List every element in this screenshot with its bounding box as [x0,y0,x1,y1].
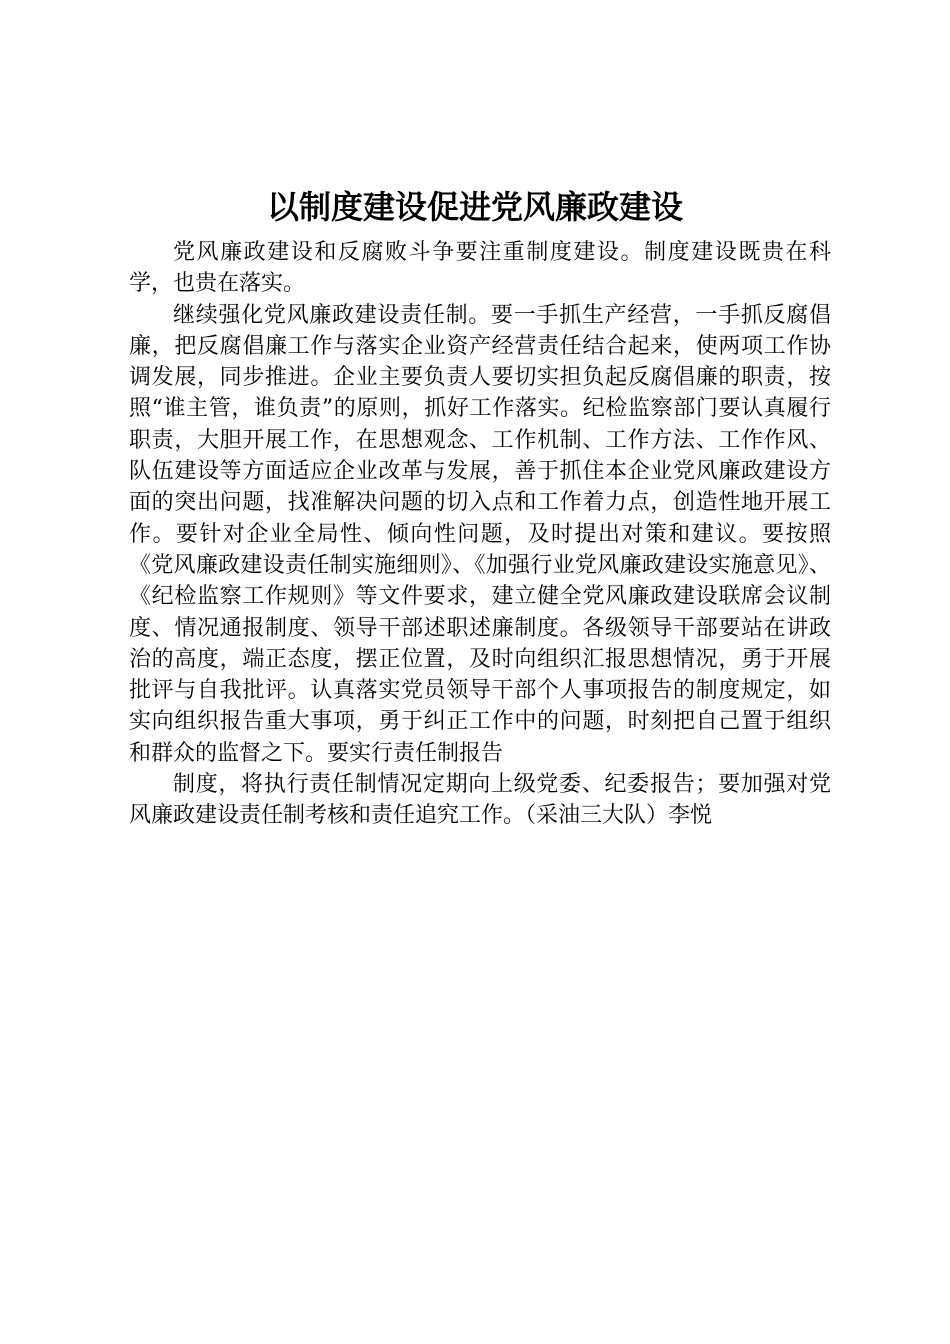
document-title: 以制度建设促进党风廉政建设 [266,188,683,226]
paragraph-closing: 制度，将执行责任制情况定期向上级党委、纪委报告；要加强对党风廉政建设责任制考核和责任追究工作。（采油三大队）李悦 [129,772,831,829]
paragraph-intro: 党风廉政建设和反腐败斗争要注重制度建设。制度建设既贵在科学，也贵在落实。 [129,240,831,297]
document-body [129,237,831,832]
paragraph-responsibility-system: 继续强化党风廉政建设责任制。要一手抓生产经营，一手抓反腐倡廉，把反腐倡廉工作与落实企业资产经营责任结合起来，使两项工作协调发展，同步推进。企业主要负责人要切实担负起反腐倡廉的职责，按照“谁主管，谁负责”的原则，抓好工作落实。纪检监察部门要认真履行职责，大胆开展工作，在思想观念、工作机制、工作方法、工作作风、队伍建设等方面适应企业改革与发展，善于抓住本企业党风廉政建设方面的突出问题，找准解决问题的切入点和工作着力点，创造性地开展工作。要针对企业全局性、倾向性问题，及时提出对策和建议。要按照《党风廉政建设责任制实施细则》、《加强行业党风廉政建设实施意见》、《纪检监察工作规则》等文件要求，建立健全党风廉政建设联席会议制度、情况通报制度、领导干部述职述廉制度。各级领导干部要站在讲政治的高度，端正态度，摆正位置，及时向组织汇报思想情况，勇于开展批评与自我批评。认真落实党员领导干部个人事项报告的制度规定，如实向组织报告重大事项，勇于纠正工作中的问题，时刻把自己置于组织和群众的监督之下。要实行责任制报告 [129,302,831,766]
